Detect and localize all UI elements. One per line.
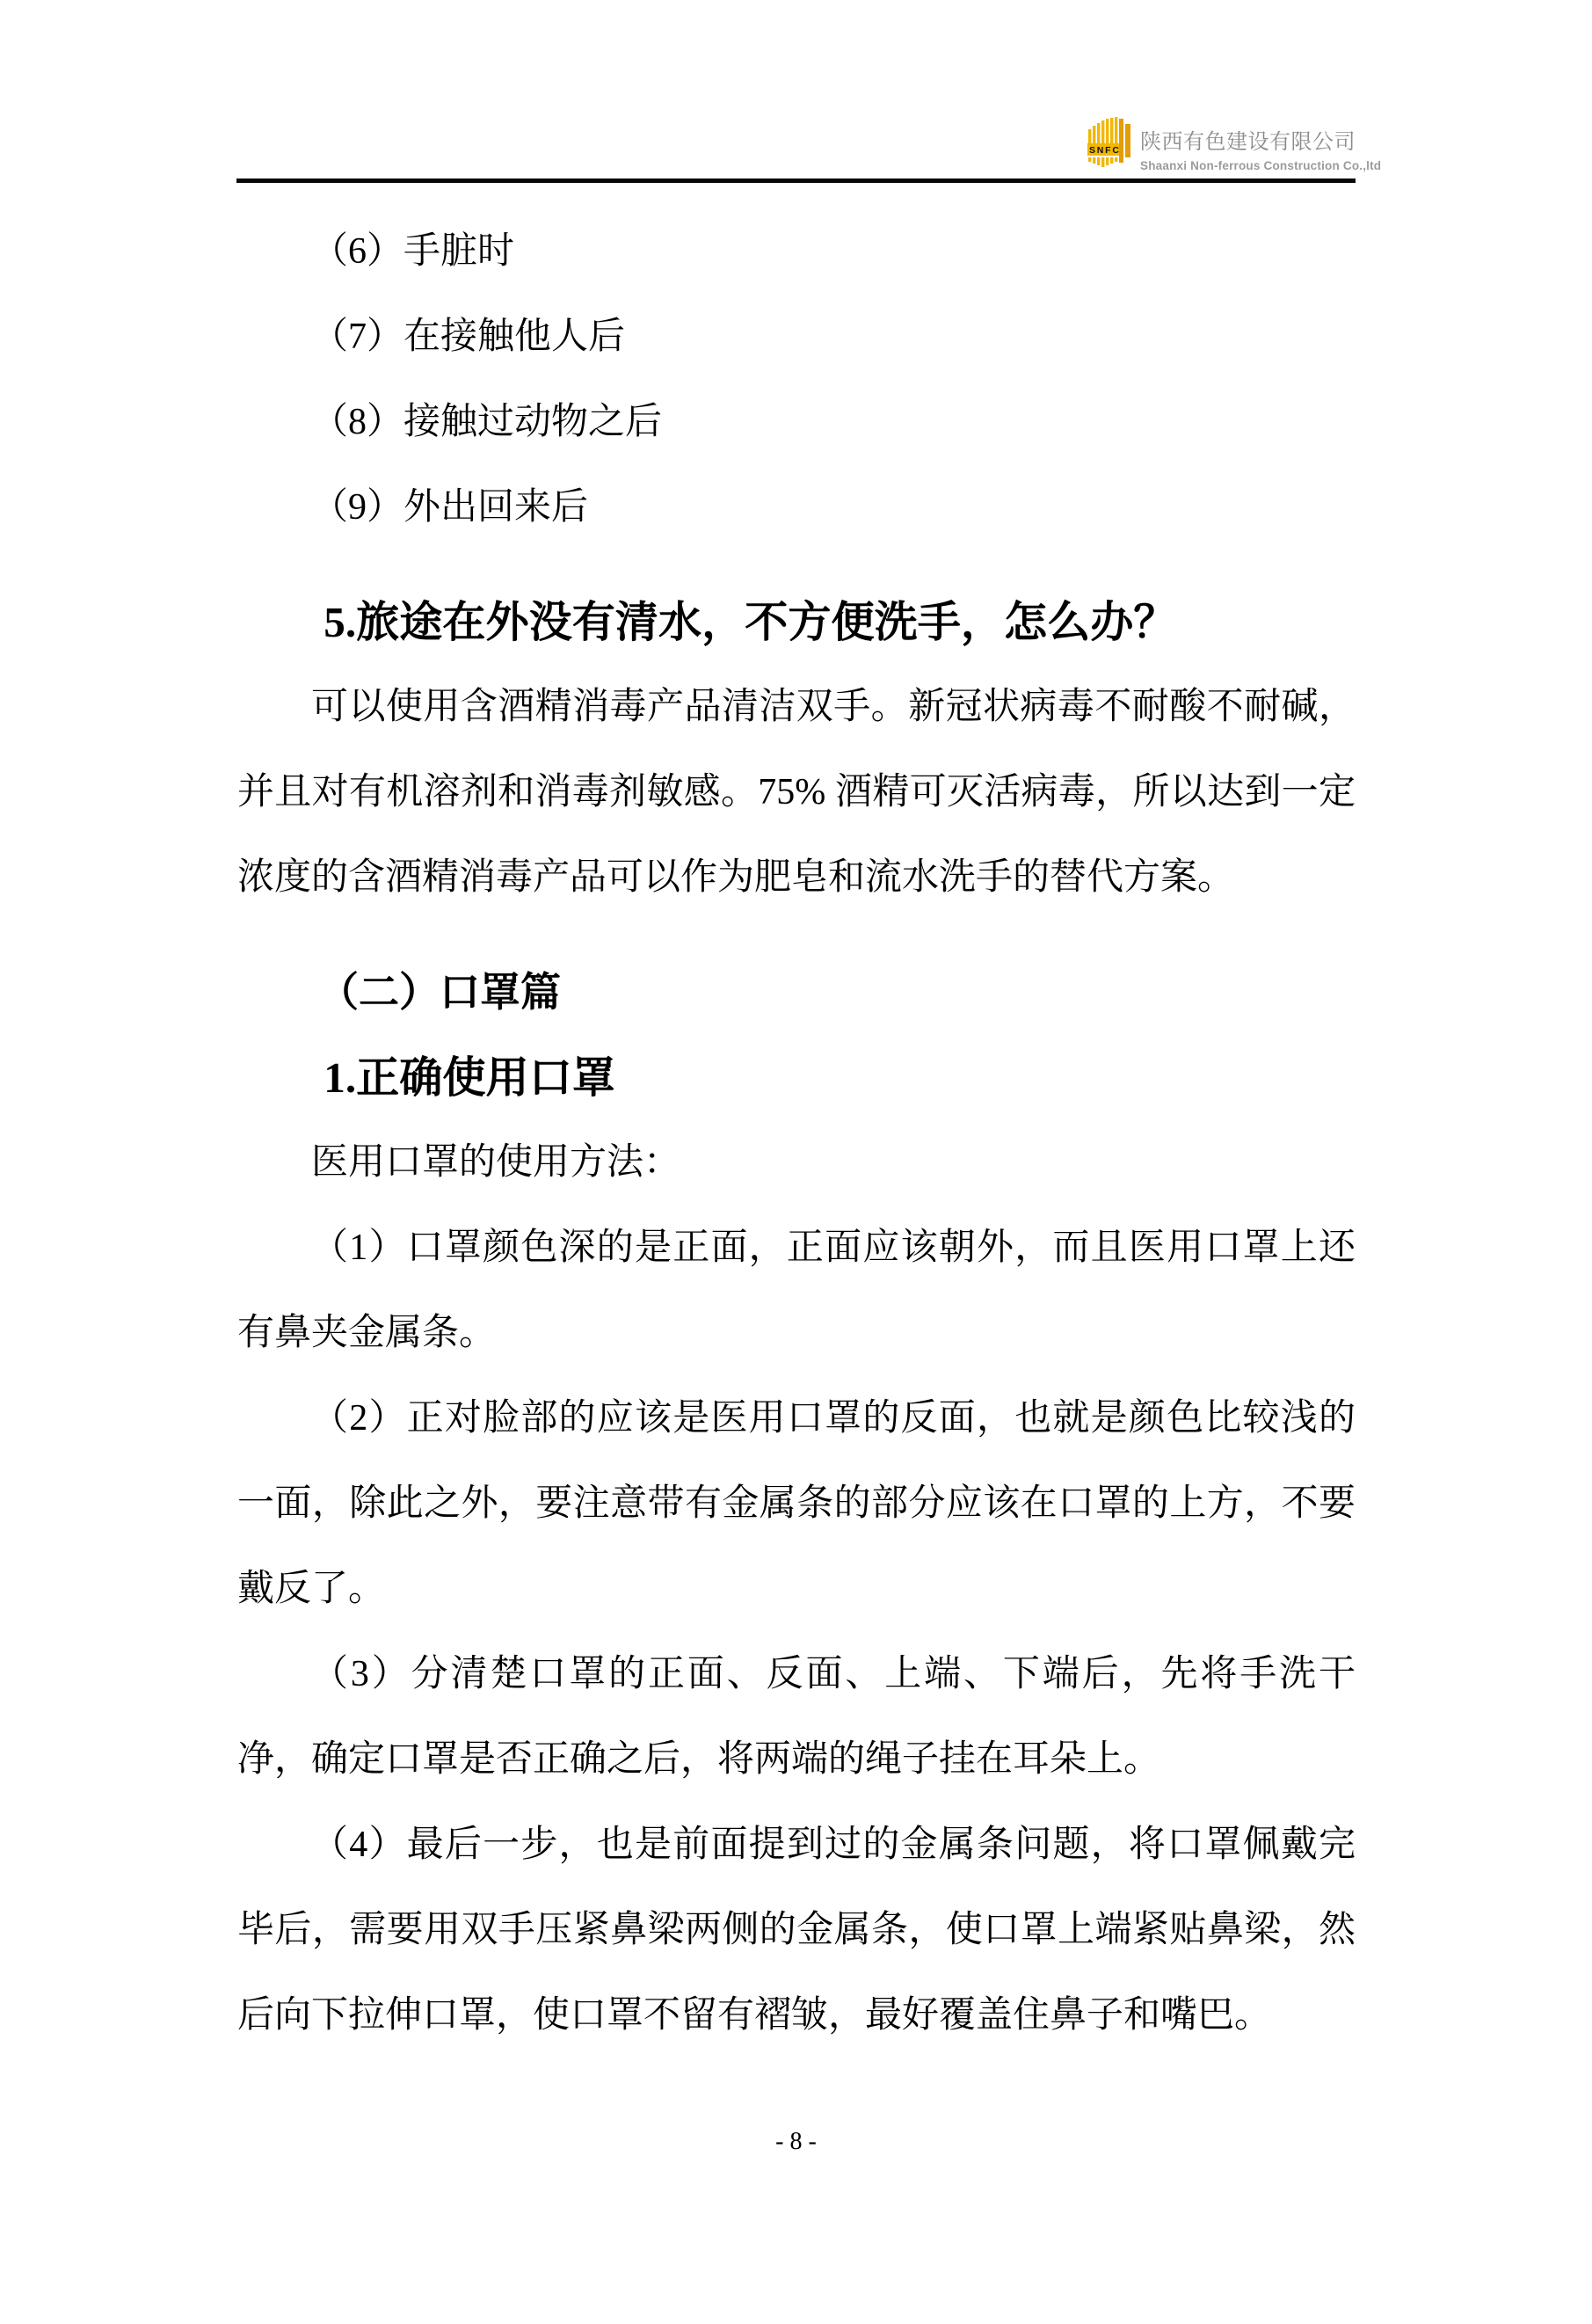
mask-step-4: （4）最后一步，也是前面提到过的金属条问题，将口罩佩戴完毕后，需要用双手压紧鼻梁两侧的金属条，使口罩上端紧贴鼻梁，然后向下拉伸口罩，使口罩不留有褶皱，最好覆盖住鼻子和嘴巴。	[237, 1825, 1356, 2036]
mask-step-1: （1）口罩颜色深的是正面，正面应该朝外，而且医用口罩上还有鼻夹金属条。	[237, 1228, 1356, 1353]
snfc-logo-icon	[1086, 117, 1131, 168]
document-body	[237, 209, 1356, 2058]
logo-bars-shaded	[1119, 119, 1130, 163]
logo-bars	[1087, 117, 1123, 167]
section5-heading: 5.旅途在外没有清水，不方便洗手，怎么办？	[323, 598, 1177, 646]
header-divider-line	[236, 178, 1356, 183]
page-number: - 8 -	[775, 2128, 817, 2155]
company-name-chinese: 陕西有色建设有限公司	[1140, 130, 1356, 154]
logo-abbr-text: SNFC	[1089, 145, 1121, 156]
mask-subsection-heading: 1.正确使用口罩	[323, 1053, 615, 1102]
list-item-6: （6）手脏时	[311, 231, 515, 272]
mask-section-heading: （二）口罩篇	[318, 970, 561, 1015]
list-item-8: （8）接触过动物之后	[311, 402, 663, 442]
company-name-english: Shaanxi Non-ferrous Construction Co.,ltd	[1140, 159, 1382, 172]
list-item-7: （7）在接触他人后	[311, 317, 626, 357]
mask-step-3: （3）分清楚口罩的正面、反面、上端、下端后，先将手洗干净，确定口罩是否正确之后，将两端的绳子挂在耳朵上。	[237, 1654, 1356, 1780]
list-item-9: （9）外出回来后	[311, 487, 589, 528]
section5-paragraph: 可以使用含酒精消毒产品清洁双手。新冠状病毒不耐酸不耐碱，并且对有机溶剂和消毒剂敏感。75% 酒精可灭活病毒，所以达到一定浓度的含酒精消毒产品可以作为肥皂和流水洗手的替代方案。	[237, 687, 1356, 898]
mask-step-2: （2）正对脸部的应该是医用口罩的反面，也就是颜色比较浅的一面，除此之外，要注意带有金属条的部分应该在口罩的上方，不要戴反了。	[237, 1398, 1356, 1609]
mask-intro-paragraph: 医用口罩的使用方法：	[311, 1142, 681, 1183]
